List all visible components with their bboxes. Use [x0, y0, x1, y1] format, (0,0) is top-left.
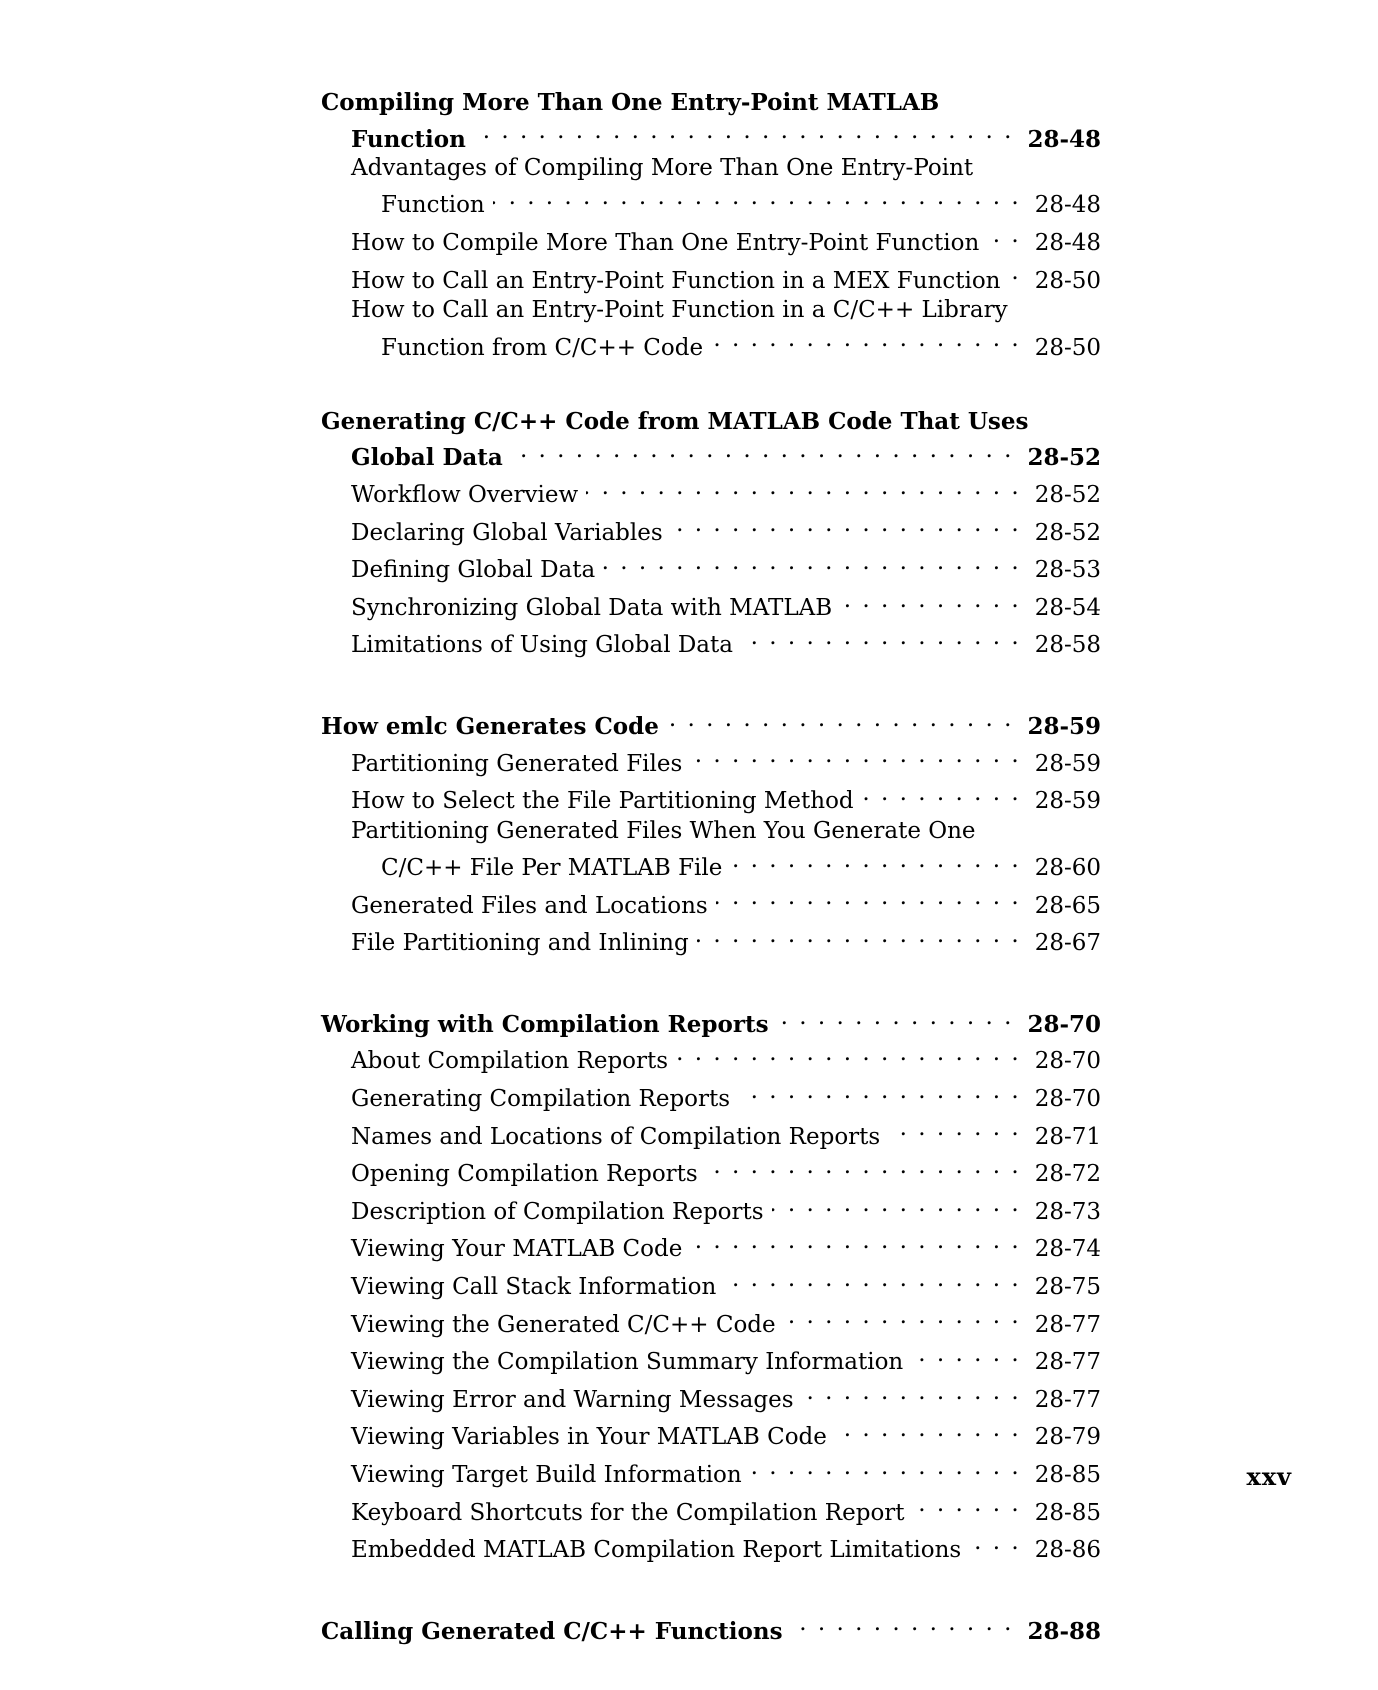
toc-entry-title-line: Viewing the Generated C/C++ Code — [351, 1311, 776, 1338]
toc-entry-title-line: How to Compile More Than One Entry-Point Function — [351, 230, 980, 257]
toc-section — [321, 705, 1101, 959]
toc-page-number: 28-85 — [1034, 1499, 1101, 1526]
toc-entry-title-line: Calling Generated C/C++ Functions — [321, 1617, 783, 1645]
toc-entry-title-line: Description of Compilation Reports — [351, 1198, 764, 1225]
toc-entry[interactable] — [321, 741, 1101, 779]
toc-entry[interactable] — [321, 1378, 1101, 1416]
toc-entry-title-line: Viewing Target Build Information — [351, 1462, 742, 1488]
toc-entry[interactable] — [321, 548, 1101, 586]
toc-page-number: 28-71 — [1034, 1123, 1101, 1150]
toc-entry-title-line: Opening Compilation Reports — [351, 1161, 698, 1188]
toc-entry-title-line: Function — [381, 192, 485, 219]
toc-entry[interactable] — [321, 779, 1101, 817]
dot-leader — [987, 221, 1020, 250]
toc-entry-title-line: Declaring Global Variables — [351, 519, 663, 546]
toc-entry-title-line: Function from C/C++ Code — [381, 334, 704, 361]
toc-entry[interactable] — [321, 1152, 1101, 1190]
toc-entry-title-line: Viewing Call Stack Information — [351, 1274, 717, 1301]
dot-leader — [1008, 258, 1020, 287]
toc-entry-title-line: Partitioning Generated Files — [351, 750, 683, 777]
toc-entry[interactable] — [321, 296, 1101, 363]
dot-leader — [706, 1152, 1021, 1181]
dot-leader — [911, 1340, 1020, 1369]
dot-leader — [711, 325, 1021, 354]
toc-page-number: 28-58 — [1034, 632, 1101, 659]
dot-leader — [784, 1302, 1021, 1331]
toc-entry[interactable] — [321, 473, 1101, 511]
toc-section-heading[interactable] — [321, 1003, 1101, 1040]
dot-leader — [724, 1265, 1020, 1294]
dot-leader — [888, 1114, 1020, 1143]
toc-entry[interactable] — [321, 921, 1101, 959]
dot-leader — [671, 510, 1021, 539]
toc-entry-title-line: About Compilation Reports — [351, 1048, 669, 1075]
toc-entry[interactable] — [321, 1528, 1101, 1566]
toc-page-number: 28-88 — [1027, 1617, 1101, 1645]
dot-leader — [777, 1003, 1014, 1032]
dot-leader — [667, 705, 1014, 734]
toc-entry[interactable] — [321, 1340, 1101, 1378]
toc-entry-title-line: Names and Locations of Compilation Reports — [351, 1123, 881, 1150]
toc-entry-title-line: Viewing Variables in Your MATLAB Code — [351, 1424, 827, 1451]
toc-page-number: 28-74 — [1034, 1236, 1101, 1263]
toc-entry-title-line: Viewing Your MATLAB Code — [351, 1236, 683, 1263]
toc-entry-title-line: How emlc Generates Code — [321, 713, 659, 741]
toc-entry-title-line: Global Data — [351, 444, 503, 472]
toc-entry[interactable] — [321, 817, 1101, 884]
toc-page-number: 28-52 — [1034, 519, 1101, 546]
toc-entry-title-line: Compiling More Than One Entry-Point MATLAB — [321, 89, 940, 116]
toc-section — [321, 1609, 1101, 1646]
toc-entry-title-line: How to Call an Entry-Point Function in a C/C++ Library — [351, 296, 1008, 323]
dot-leader — [716, 883, 1021, 912]
toc-entry[interactable] — [321, 1190, 1101, 1228]
toc-entry[interactable] — [321, 1490, 1101, 1528]
toc-entry-title-line: Limitations of Using Global Data — [351, 632, 733, 659]
toc-entry[interactable] — [321, 1039, 1101, 1077]
toc-entry-title-line: Generated Files and Locations — [351, 892, 708, 919]
dot-leader — [750, 1453, 1021, 1482]
toc-section-heading[interactable] — [321, 407, 1101, 473]
toc-entry[interactable] — [321, 883, 1101, 921]
toc-page-number: 28-59 — [1027, 713, 1101, 741]
dot-leader — [474, 117, 1014, 146]
toc-page-number: 28-53 — [1034, 557, 1101, 584]
toc-page-number: 28-79 — [1034, 1424, 1101, 1451]
dot-leader — [697, 921, 1021, 950]
toc-page-number: 28-75 — [1034, 1274, 1101, 1301]
toc-section — [321, 1003, 1101, 1566]
toc-entry-title-line: Working with Compilation Reports — [321, 1010, 769, 1038]
dot-leader — [969, 1528, 1020, 1557]
dot-leader — [676, 1039, 1021, 1068]
toc-entry-title-line: Workflow Overview — [351, 482, 579, 509]
toc-page-number: 28-48 — [1027, 125, 1101, 153]
dot-leader — [741, 623, 1021, 652]
toc-entry[interactable] — [321, 623, 1101, 661]
toc-page-number: 28-67 — [1034, 930, 1101, 957]
toc-page-number: 28-52 — [1027, 444, 1101, 472]
toc-entry[interactable] — [321, 1114, 1101, 1152]
toc-section — [321, 88, 1101, 363]
table-of-contents — [321, 88, 1101, 1690]
toc-section-heading[interactable] — [321, 1609, 1101, 1646]
dot-leader — [511, 436, 1014, 465]
toc-entry[interactable] — [321, 258, 1101, 296]
toc-page-number: 28-65 — [1034, 892, 1101, 919]
dot-leader — [690, 1227, 1020, 1256]
toc-entry-title-line: Generating Compilation Reports — [351, 1086, 731, 1113]
dot-leader — [913, 1490, 1021, 1519]
toc-page-number: 28-70 — [1034, 1048, 1101, 1075]
toc-page-number: 28-77 — [1034, 1386, 1101, 1413]
dot-leader — [835, 1415, 1021, 1444]
toc-entry-title-line: Keyboard Shortcuts for the Compilation Report — [351, 1499, 905, 1526]
toc-entry-title-line: File Partitioning and Inlining — [351, 930, 689, 957]
dot-leader — [690, 741, 1020, 770]
toc-page-number: 28-50 — [1034, 267, 1101, 294]
dot-leader — [730, 846, 1020, 875]
toc-entry-title-line: Embedded MATLAB Compilation Report Limitations — [351, 1537, 962, 1564]
toc-entry-title-line: Advantages of Compiling More Than One Entry-Point — [351, 154, 974, 181]
toc-entry-title-line: Generating C/C++ Code from MATLAB Code That Uses — [321, 407, 1029, 435]
dot-leader — [586, 473, 1021, 502]
toc-page-number: 28-59 — [1034, 750, 1101, 777]
toc-entry-title-line: Function — [351, 125, 466, 153]
toc-page-number: 28-86 — [1034, 1537, 1101, 1564]
toc-entry-title-line: Defining Global Data — [351, 557, 596, 584]
toc-page-number: 28-48 — [1034, 192, 1101, 219]
toc-entry[interactable] — [321, 510, 1101, 548]
toc-entry[interactable] — [321, 1077, 1101, 1115]
toc-page-number: 28-59 — [1034, 788, 1101, 815]
toc-entry[interactable] — [321, 221, 1101, 259]
toc-page-number: 28-77 — [1034, 1311, 1101, 1338]
toc-entry[interactable] — [321, 1227, 1101, 1265]
toc-page-number: 28-70 — [1027, 1010, 1101, 1038]
dot-leader — [772, 1190, 1021, 1219]
toc-entry-title-line: Viewing Error and Warning Messages — [351, 1386, 794, 1413]
toc-entry-title-line: Partitioning Generated Files When You Generate One — [351, 817, 976, 844]
toc-page-number: 28-72 — [1034, 1161, 1101, 1188]
dot-leader — [603, 548, 1020, 577]
toc-page-number: 28-73 — [1034, 1198, 1101, 1225]
toc-entry-title-line: C/C++ File Per MATLAB File — [381, 855, 723, 882]
toc-entry-title-line: Viewing the Compilation Summary Information — [351, 1349, 904, 1376]
toc-entry[interactable] — [321, 1415, 1101, 1453]
toc-section-heading[interactable] — [321, 88, 1101, 154]
toc-page-number: 28-77 — [1034, 1349, 1101, 1376]
toc-page-number: 28-85 — [1034, 1462, 1101, 1488]
toc-section-heading[interactable] — [321, 705, 1101, 742]
toc-entry[interactable] — [321, 1453, 1101, 1491]
toc-page-number: 28-48 — [1034, 230, 1101, 257]
dot-leader — [840, 586, 1021, 615]
toc-entry[interactable] — [321, 586, 1101, 624]
dot-leader — [493, 183, 1021, 212]
toc-page-number: 28-60 — [1034, 855, 1101, 882]
toc-entry[interactable] — [321, 1265, 1101, 1303]
dot-leader — [862, 779, 1021, 808]
toc-page-number: 28-54 — [1034, 594, 1101, 621]
toc-section — [321, 407, 1101, 661]
toc-entry[interactable] — [321, 1302, 1101, 1340]
toc-page-number: 28-52 — [1034, 482, 1101, 509]
toc-entry-title-line: How to Select the File Partitioning Method — [351, 788, 854, 815]
toc-page-number: 28-50 — [1034, 334, 1101, 361]
toc-entry-title-line: Synchronizing Global Data with MATLAB — [351, 594, 833, 621]
dot-leader — [738, 1077, 1021, 1106]
toc-entry-title-line: How to Call an Entry-Point Function in a MEX Function — [351, 267, 1001, 294]
toc-page-number: 28-70 — [1034, 1086, 1101, 1113]
toc-entry[interactable] — [321, 154, 1101, 221]
dot-leader — [791, 1609, 1014, 1638]
dot-leader — [802, 1378, 1021, 1407]
page-number: xxv — [1246, 1462, 1292, 1491]
